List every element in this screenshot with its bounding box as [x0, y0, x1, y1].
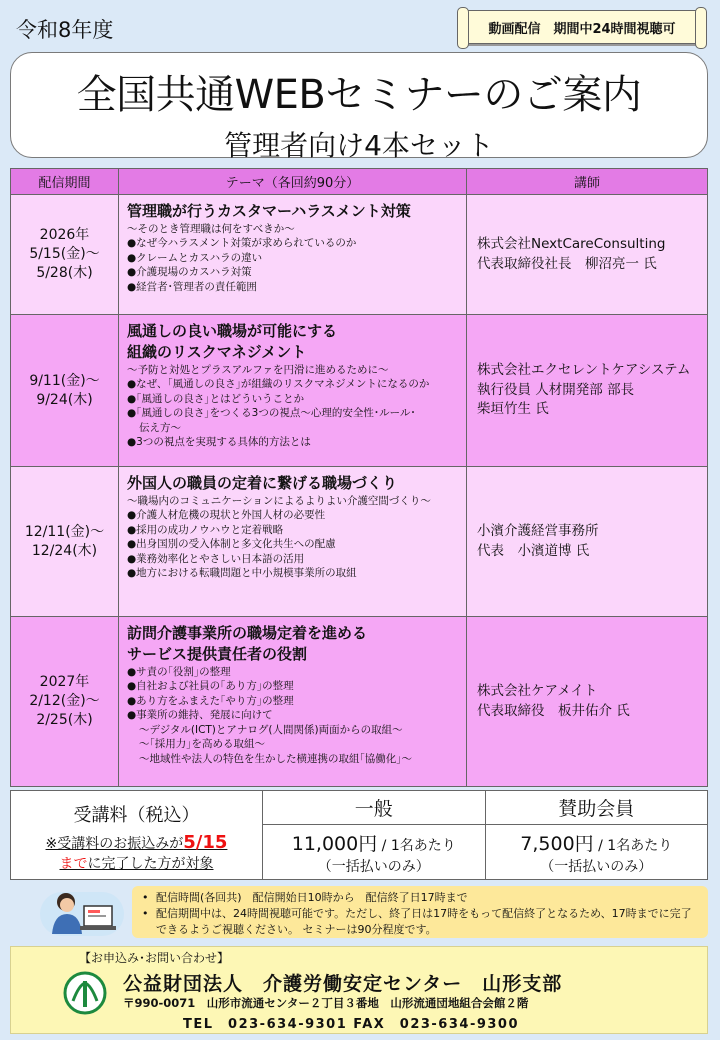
fee-member-price: 7,500円	[520, 833, 594, 855]
lecturer-line: 代表 小濱道博 氏	[477, 542, 590, 559]
note-item: • 配信時間(各回共) 配信開始日10時から 配信終了日17時まで	[142, 890, 698, 906]
theme-title: 風通しの良い職場が可能にする	[127, 322, 338, 340]
page-title: 全国共通WEBセミナーのご案内	[76, 72, 642, 118]
theme-title: 外国人の職員の定着に繋げる職場づくり	[127, 474, 398, 492]
table-row	[11, 315, 708, 467]
period-line: 2/12(金)～	[29, 693, 100, 710]
lecturer-line: 株式会社ケアメイト	[477, 682, 598, 699]
theme-title: サービス提供責任者の役割	[127, 645, 308, 663]
theme-cell	[119, 315, 467, 467]
theme-cell	[119, 467, 467, 617]
theme-bullet: ●なぜ今ハラスメント対策が求められているのか	[127, 237, 357, 250]
table-row	[11, 195, 708, 315]
theme-bullet: ●3つの視点を実現する具体的方法とは	[127, 436, 311, 449]
period-line: 2/25(木)	[36, 711, 93, 728]
theme-subtitle: ～そのとき管理職は何をすべきか～	[127, 223, 295, 235]
theme-title: 管理職が行うカスタマーハラスメント対策	[127, 202, 411, 220]
fee-table	[10, 790, 708, 880]
contact-heading: 【お申込み･お問い合わせ】	[79, 951, 230, 965]
period-line: 9/24(木)	[36, 391, 93, 408]
fee-label: 受講料（税込）	[73, 805, 200, 826]
theme-bullet: ●自社および社員の｢あり方｣の整理	[127, 680, 294, 693]
fee-general-head: 一般	[263, 791, 485, 825]
theme-bullet: ●なぜ、｢風通しの良さ｣が組織のリスクマネジメントになるのか	[127, 378, 430, 391]
fee-note-a: ※受講料のお振込みが	[45, 836, 184, 852]
fee-general-once: （一括払いのみ）	[317, 859, 430, 875]
delivery-notes	[132, 886, 708, 938]
organization-name: 公益財団法人 介護労働安定センター 山形支部	[123, 973, 563, 995]
theme-bullet: ●クレームとカスハラの違い	[127, 251, 263, 264]
theme-bullet: ～｢採用力｣を高める取組～	[139, 738, 265, 751]
theme-cell	[119, 617, 467, 787]
period-line: 2027年	[39, 674, 90, 691]
fee-note-c: に完了した方が対象	[87, 856, 214, 873]
streaming-badge-text: 動画配信 期間中24時間視聴可	[488, 21, 676, 37]
theme-bullet: ●あり方をふまえた｢やり方｣の整理	[127, 694, 294, 707]
streaming-badge	[462, 10, 702, 44]
theme-bullet: 伝え方～	[139, 421, 181, 434]
page-subtitle: 管理者向け4本セット	[224, 129, 494, 162]
lecturer-cell	[467, 195, 708, 315]
period-cell	[11, 467, 119, 617]
table-row	[11, 617, 708, 787]
period-line: 2026年	[39, 227, 90, 244]
fee-note-date: 5/15	[183, 832, 228, 853]
note-item: • 配信期間中は、24時間視聴可能です。ただし、終了日は17時をもって配信終了となるため、17時までに完了できるようご視聴ください。 セミナーは90分程度です。	[142, 906, 698, 938]
fee-general-per: / 1名あたり	[377, 838, 456, 854]
fee-member-head: 賛助会員	[486, 791, 708, 825]
period-cell	[11, 315, 119, 467]
header-theme: テーマ（各回約90分）	[119, 169, 467, 195]
period-line: 9/11(金)～	[29, 372, 100, 389]
theme-title: 訪問介護事業所の職場定着を進める	[127, 624, 368, 642]
period-cell	[11, 195, 119, 315]
theme-bullet: ●採用の成功ノウハウと定着戦略	[127, 523, 284, 536]
lecturer-cell	[467, 315, 708, 467]
table-header-row	[11, 169, 708, 195]
fee-member-once: （一括払いのみ）	[540, 859, 653, 875]
period-line: 5/15(金)～	[29, 246, 100, 263]
header-period: 配信期間	[11, 169, 119, 195]
organization-address: 〒990-0071 山形市流通センター２丁目３番地 山形流通団地組合会館２階	[123, 996, 529, 1010]
theme-bullet: ●地方における転職問題と中小規模事業所の取組	[127, 567, 357, 580]
theme-cell	[119, 195, 467, 315]
fee-member	[486, 791, 708, 879]
lecturer-line: 株式会社NextCareConsulting	[477, 235, 666, 252]
fee-general	[263, 791, 486, 879]
fee-general-price: 11,000円	[291, 833, 378, 855]
theme-bullet: ●介護現場のカスハラ対策	[127, 266, 252, 279]
lecturer-cell	[467, 617, 708, 787]
theme-subtitle: ～職場内のコミュニケーションによるよりよい介護空間づくり～	[127, 495, 431, 507]
fee-note	[11, 830, 262, 875]
table-row	[11, 467, 708, 617]
theme-bullet: ●｢風通しの良さ｣をつくる3つの視点～心理的安全性･ルール･	[127, 407, 416, 420]
theme-bullet: ●経営者･管理者の責任範囲	[127, 280, 257, 293]
theme-title: 組織のリスクマネジメント	[127, 343, 307, 361]
period-cell	[11, 617, 119, 787]
header-lecturer: 講師	[467, 169, 708, 195]
theme-bullet: ●サ責の｢役割｣の整理	[127, 666, 231, 678]
theme-bullet: ●｢風通しの良さ｣とはどういうことか	[127, 392, 305, 405]
organization-logo-icon	[63, 971, 107, 1015]
person-at-laptop-illustration	[40, 882, 124, 940]
lecturer-line: 代表取締役 板井佑介 氏	[477, 702, 630, 719]
fee-note-b: まで	[59, 856, 88, 873]
theme-subtitle: ～予防と対処とプラスアルファを円滑に進めるために～	[127, 364, 389, 376]
theme-bullet: ～デジタル(ICT)とアナログ(人間関係)両面からの取組～	[139, 723, 403, 736]
theme-bullet: ～地域性や法人の特色を生かした横連携の取組｢協働化｣～	[139, 752, 412, 765]
theme-bullet: ●事業所の維持、発展に向けて	[127, 709, 273, 722]
organization-phone: TEL 023-634-9301 FAX 023-634-9300	[183, 1017, 520, 1032]
lecturer-line: 代表取締役社長 柳沼亮一 氏	[477, 255, 657, 272]
lecturer-line: 株式会社エクセレントケアシステム	[477, 362, 691, 379]
title-box	[10, 52, 708, 162]
theme-bullet: ●業務効率化とやさしい日本語の活用	[127, 552, 305, 565]
lecturer-cell	[467, 467, 708, 617]
period-line: 12/24(木)	[31, 542, 98, 559]
period-line: 12/11(金)～	[24, 523, 105, 540]
contact-box	[10, 946, 708, 1034]
theme-bullet: ●介護人材危機の現状と外国人材の必要性	[127, 509, 326, 522]
theme-bullet: ●出身国別の受入体制と多文化共生への配慮	[127, 538, 336, 551]
period-line: 5/28(木)	[36, 264, 93, 281]
lecturer-line: 柴垣竹生 氏	[477, 401, 549, 418]
lecturer-line: 小濱介護経営事務所	[477, 522, 599, 539]
schedule-table	[10, 168, 708, 787]
lecturer-line: 執行役員 人材開発部 部長	[477, 381, 635, 398]
fee-label-cell	[11, 791, 263, 879]
fee-member-per: / 1名あたり	[593, 838, 673, 854]
fiscal-year: 令和8年度	[16, 18, 114, 42]
